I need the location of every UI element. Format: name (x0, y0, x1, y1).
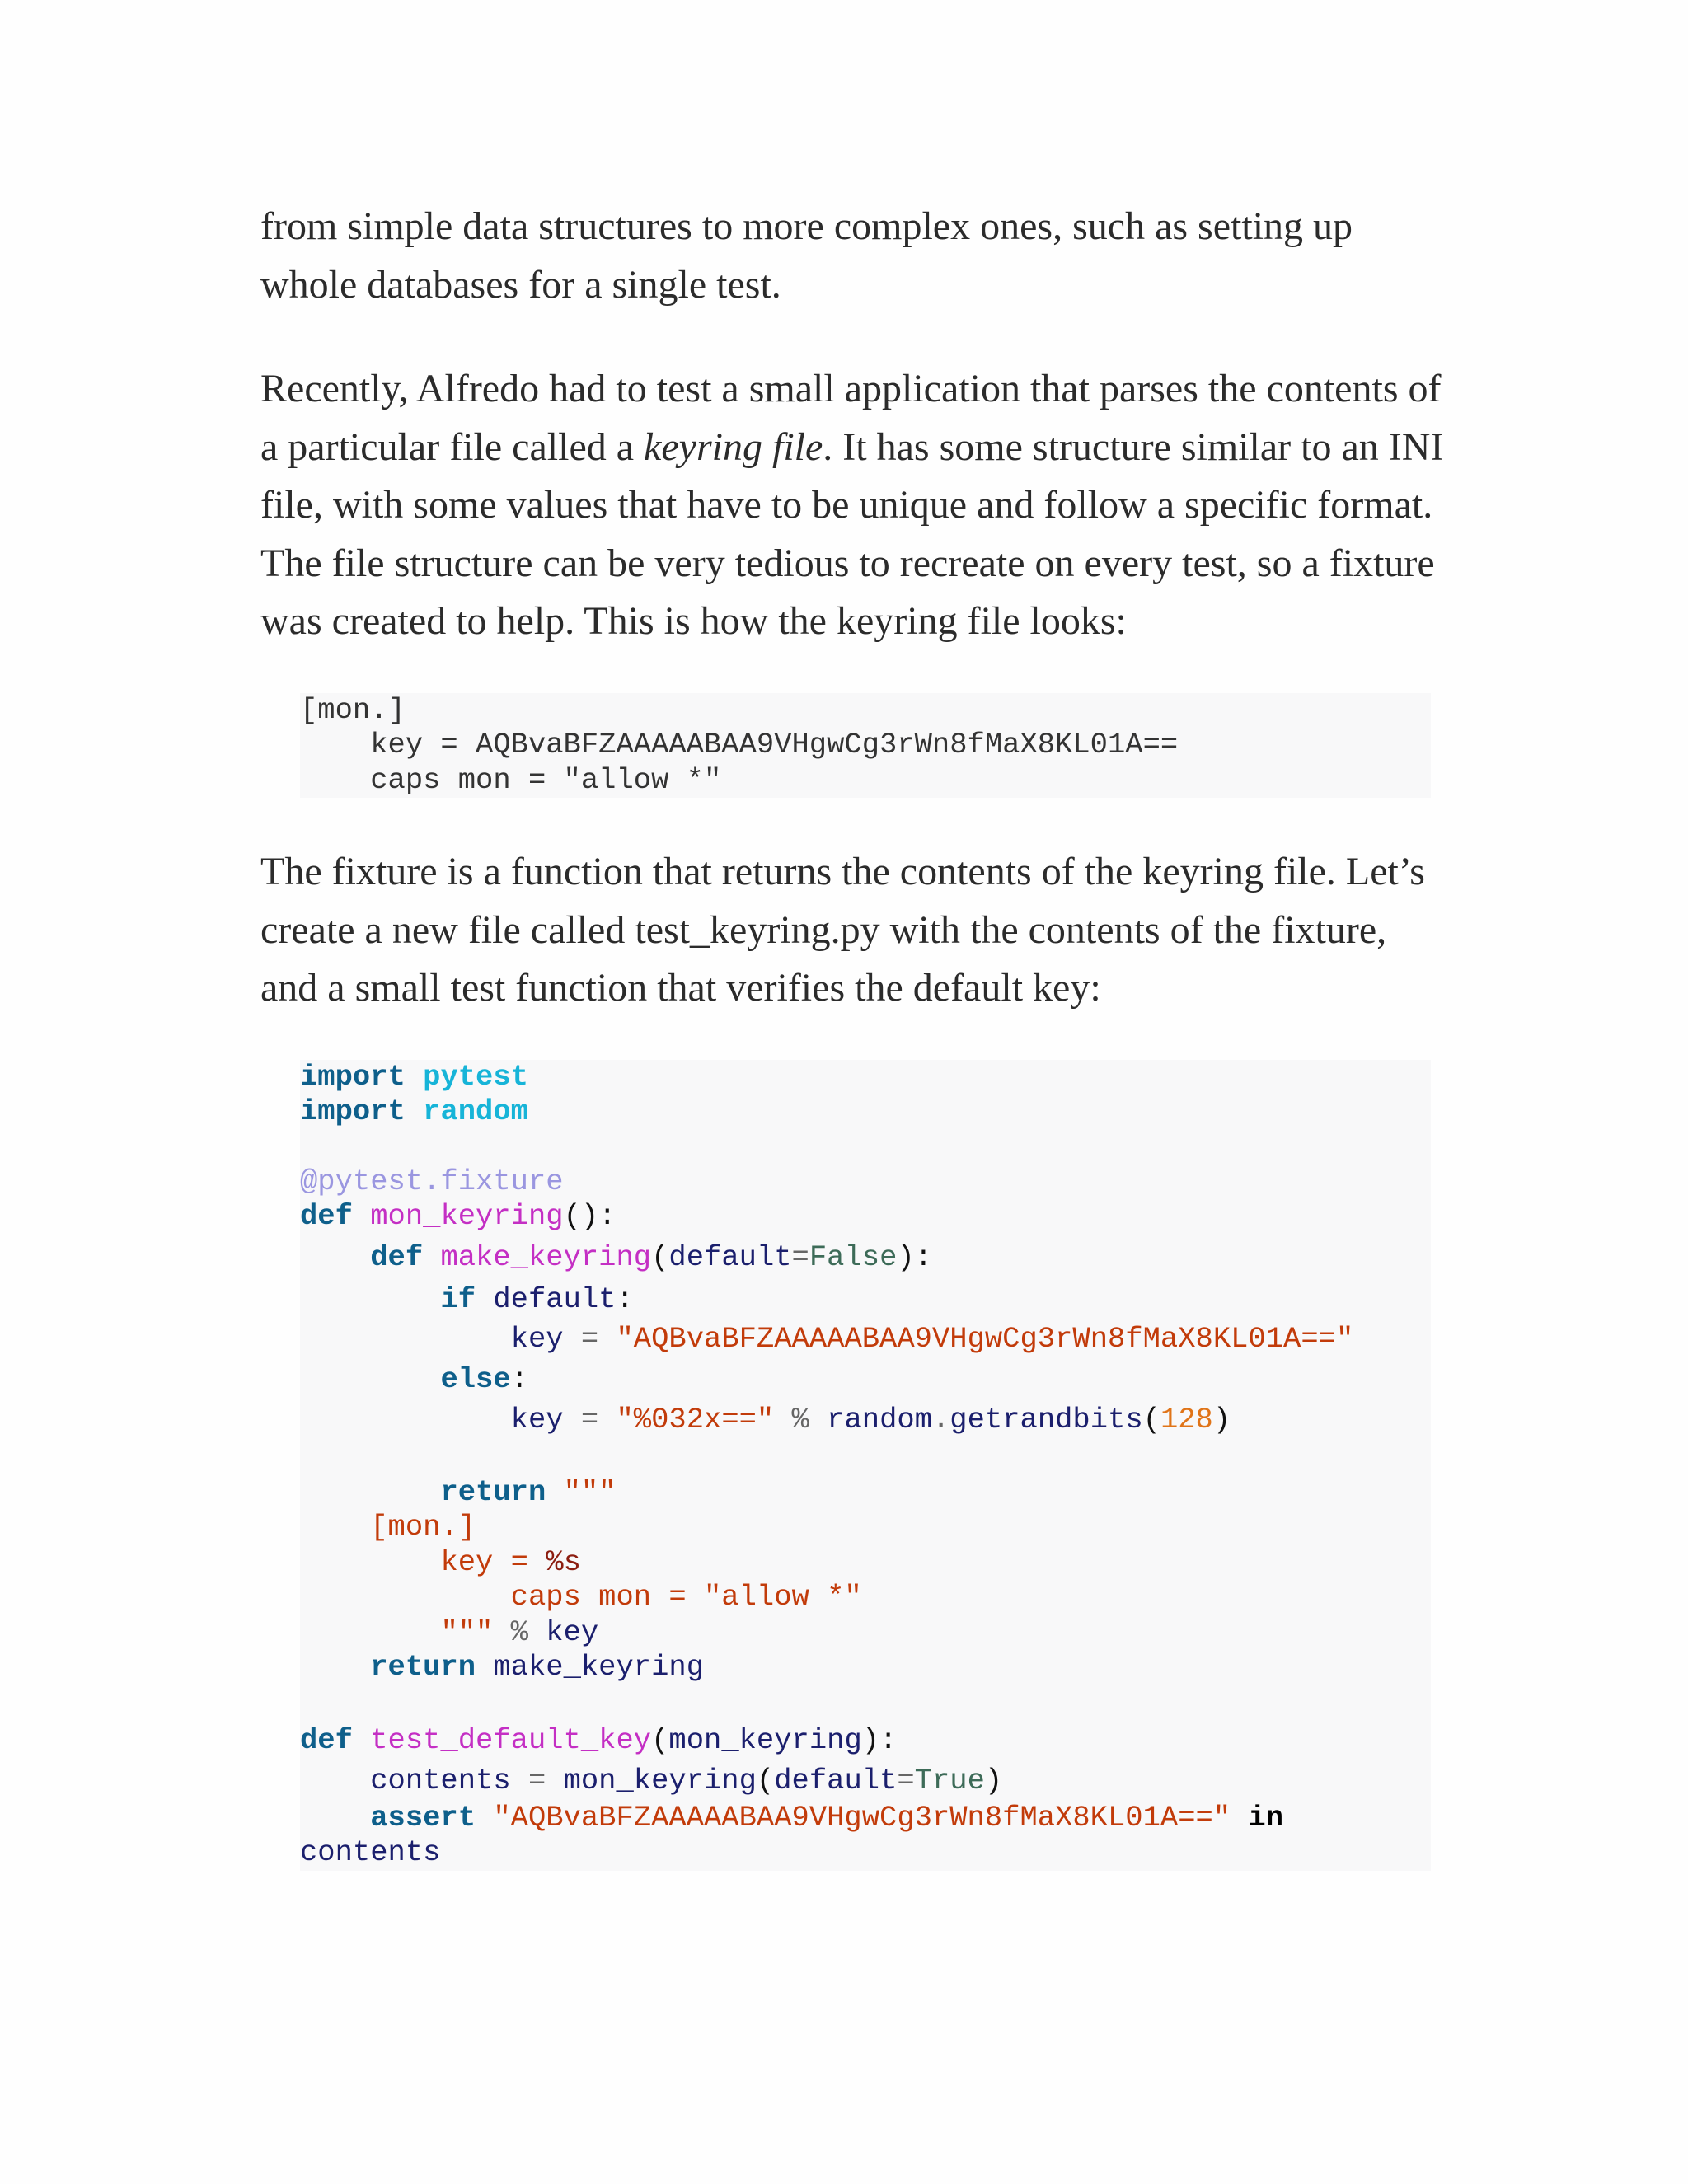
code-line (300, 1475, 1431, 1511)
code-token: mon_keyring (563, 1763, 757, 1797)
code-token: . (931, 1402, 950, 1436)
code-token: ( (651, 1722, 669, 1757)
code-token: if (440, 1282, 476, 1316)
code-line (300, 1399, 1431, 1441)
code-token: @pytest.fixture (300, 1164, 564, 1198)
code-line (300, 1360, 1431, 1399)
code-token: def (300, 1722, 353, 1757)
code-token: return (440, 1474, 546, 1509)
code-token: random (423, 1094, 528, 1128)
code-blank-line (300, 1685, 1431, 1720)
code-line (300, 1761, 1431, 1801)
fixture-intro-paragraph (260, 843, 1431, 1018)
code-line (300, 1319, 1431, 1360)
keyring-code-block (300, 693, 1431, 799)
code-token: default (493, 1282, 617, 1316)
code-token: def (300, 1199, 353, 1233)
code-line (300, 1235, 1431, 1281)
code-token: %s (546, 1544, 581, 1579)
code-line (300, 1615, 1431, 1651)
code-token: ) (984, 1763, 1003, 1797)
code-token: key = (440, 1544, 546, 1579)
code-token: = (510, 1763, 564, 1797)
code-token: ): (897, 1240, 932, 1274)
code-token: make_keyring (493, 1650, 705, 1684)
code-line (300, 1650, 1431, 1685)
code-token: "AQBvaBFZAAAAABAA9VHgwCg3rWn8fMaX8KL01A==" (616, 1321, 1354, 1356)
code-token: assert (370, 1800, 476, 1835)
text-line: The file structure can be very tedious to recreate on every test, so a fixture (260, 541, 1435, 585)
code-token: def (370, 1240, 424, 1274)
code-line (300, 1545, 1431, 1581)
code-token: key (510, 1321, 564, 1356)
code-token: random (827, 1402, 932, 1436)
code-token: else (440, 1361, 511, 1396)
code-token: default (668, 1240, 792, 1274)
code-token: contents (370, 1763, 511, 1797)
code-token: 128 (1160, 1402, 1213, 1436)
code-token: % (774, 1402, 828, 1436)
code-line: key = AQBvaBFZAAAAABAA9VHgwCg3rWn8fMaX8KL01A== (300, 728, 1179, 762)
text-line: was created to help. This is how the keyring file looks: (260, 599, 1127, 643)
code-token: : (616, 1282, 634, 1316)
text-line: The fixture is a function that returns the contents of the keyring file. Let’s (260, 850, 1425, 893)
keyring-file-term: keyring file (644, 424, 823, 469)
text-line: whole databases for a single test. (260, 262, 781, 307)
code-token: mon_keyring (370, 1199, 564, 1233)
text-line: Recently, Alfredo had to test a small application that parses the contents of (260, 367, 1442, 410)
code-token: (): (563, 1199, 617, 1233)
code-line (300, 1060, 1431, 1095)
code-line (300, 1720, 1431, 1761)
code-line (300, 1801, 1431, 1836)
code-token: getrandbits (950, 1402, 1143, 1436)
code-token: key (546, 1615, 599, 1649)
text-line: create a new file called test_keyring.py with the contents of the fixture, (260, 907, 1387, 952)
code-token: import (300, 1059, 406, 1094)
code-token: key (510, 1402, 564, 1436)
code-token: = (563, 1321, 617, 1356)
code-line: [mon.] (300, 692, 406, 727)
intro-paragraph (260, 198, 1431, 314)
code-token: mon_keyring (668, 1722, 862, 1757)
code-token: = (563, 1402, 617, 1436)
code-token: % (510, 1615, 546, 1649)
text-line: from simple data structures to more complex ones, such as setting up (260, 204, 1353, 248)
code-line (300, 1199, 1431, 1235)
text-line: and a small test function that verifies the default key: (260, 966, 1101, 1010)
code-token: : (510, 1361, 528, 1396)
code-token: "%032x==" (616, 1402, 775, 1436)
document-page (260, 198, 1444, 1871)
code-token: import (300, 1094, 406, 1128)
code-token: """ (440, 1615, 494, 1649)
code-blank-line (300, 1130, 1431, 1165)
code-token: ( (756, 1763, 775, 1797)
code-token: in (1248, 1800, 1284, 1835)
code-token: """ (563, 1474, 617, 1509)
code-token: caps mon = "allow *" (510, 1580, 862, 1614)
code-token: contents (300, 1835, 441, 1869)
code-token: [mon.] (370, 1510, 476, 1544)
text-line: file, with some values that have to be unique and follow a specific format. (260, 483, 1433, 527)
text-line (260, 419, 1444, 477)
code-token: "AQBvaBFZAAAAABAA9VHgwCg3rWn8fMaX8KL01A==" (493, 1800, 1231, 1835)
text-span: . It has some structure similar to an INI (823, 424, 1444, 469)
code-token: return (370, 1650, 476, 1684)
code-token: False (809, 1240, 898, 1274)
code-line (300, 1165, 1431, 1200)
code-token: pytest (423, 1059, 528, 1094)
code-token: make_keyring (440, 1240, 652, 1274)
code-token: default (774, 1763, 898, 1797)
code-token: ) (1212, 1402, 1231, 1436)
code-line (300, 1510, 1431, 1545)
code-token: test_default_key (370, 1722, 652, 1757)
code-line (300, 1580, 1431, 1615)
keyring-intro-paragraph (260, 360, 1444, 651)
code-token: True (914, 1763, 985, 1797)
code-token: = (897, 1763, 915, 1797)
code-token: ): (861, 1722, 898, 1757)
text-span: a particular file called a (260, 424, 645, 469)
code-line (300, 1281, 1431, 1319)
code-line: caps mon = "allow *" (300, 762, 722, 797)
code-line (300, 1835, 1431, 1871)
code-token: = (791, 1240, 809, 1274)
code-blank-line (300, 1441, 1431, 1475)
code-token: ( (1142, 1402, 1160, 1436)
fixture-code-block (300, 1060, 1431, 1871)
code-token: ( (651, 1240, 669, 1274)
code-line (300, 1094, 1431, 1130)
